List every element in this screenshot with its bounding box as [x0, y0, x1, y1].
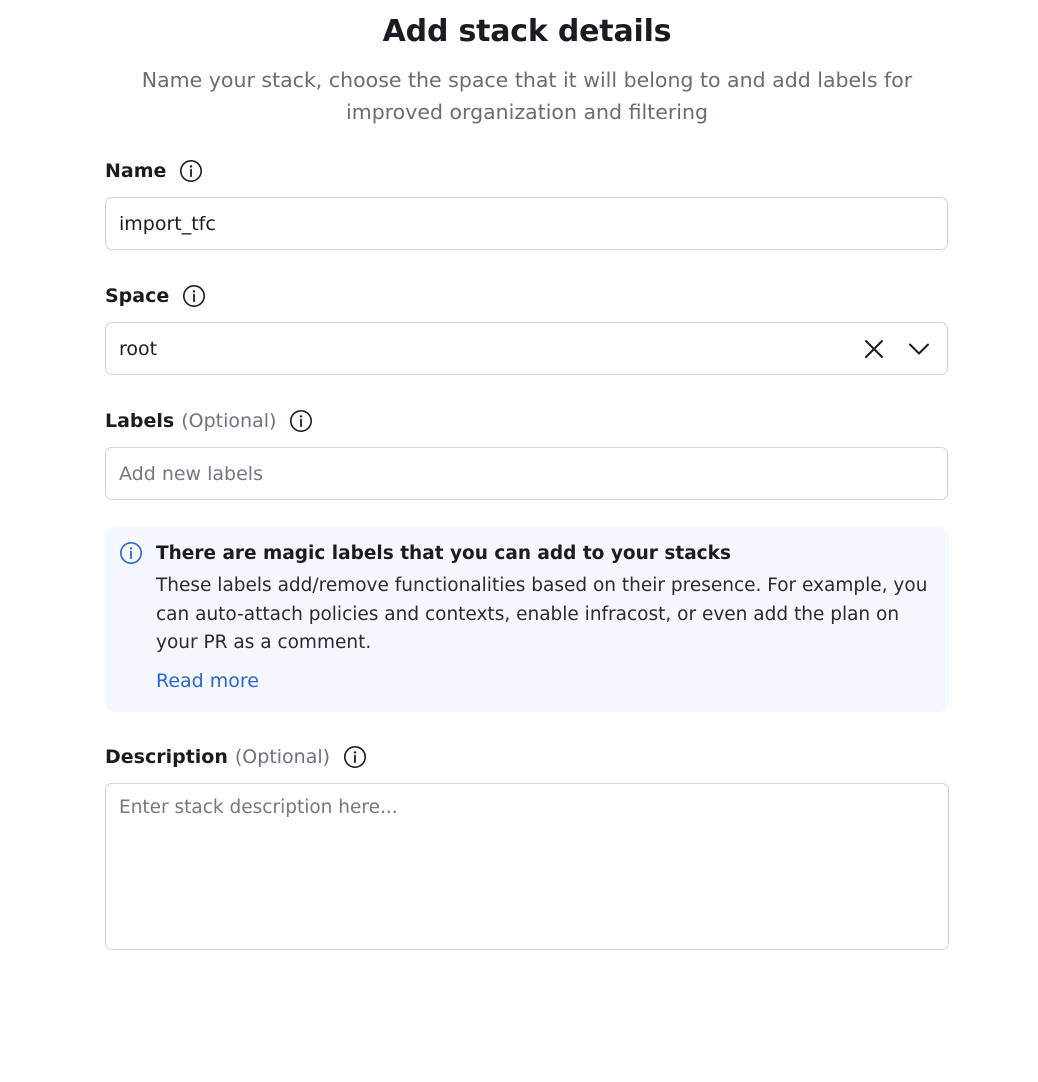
name-input-value: import_tfc: [119, 212, 216, 235]
chevron-down-icon[interactable]: [907, 337, 931, 361]
description-label-text: Description: [105, 746, 228, 768]
info-circle-icon: [119, 541, 143, 565]
labels-input[interactable]: [105, 447, 948, 500]
labels-label: [105, 407, 313, 435]
space-select-value: root: [119, 337, 158, 360]
labels-input-placeholder: Add new labels: [119, 462, 263, 485]
description-textarea[interactable]: [105, 783, 949, 950]
space-select[interactable]: [105, 322, 948, 375]
page-title: Add stack details: [382, 14, 672, 49]
info-circle-icon[interactable]: [179, 159, 203, 183]
callout-body: These labels add/remove functionalities based on their presence. For example, you can auto-attach policies and contexts, enable infracost, or even add the plan on your PR as a comment.: [156, 575, 928, 653]
space-label: [105, 282, 206, 310]
space-label-text: Space: [105, 285, 170, 307]
close-icon[interactable]: [862, 337, 886, 361]
info-circle-icon[interactable]: [182, 284, 206, 308]
description-label: [105, 743, 367, 771]
magic-labels-callout: [105, 527, 949, 712]
name-label-text: Name: [105, 160, 167, 182]
labels-label-text: Labels: [105, 410, 175, 432]
callout-title: There are magic labels that you can add to your stacks: [156, 543, 731, 564]
name-label: [105, 157, 203, 185]
info-circle-icon[interactable]: [343, 745, 367, 769]
space-select-actions: [862, 323, 931, 374]
info-circle-icon[interactable]: [289, 409, 313, 433]
description-optional-text: (Optional): [234, 746, 331, 768]
read-more-link[interactable]: Read more: [156, 670, 259, 692]
name-input[interactable]: [105, 197, 948, 250]
page-subtitle: Name your stack, choose the space that it will belong to and add labels for improved organization and filtering: [141, 68, 913, 124]
labels-optional-text: (Optional): [181, 410, 277, 432]
